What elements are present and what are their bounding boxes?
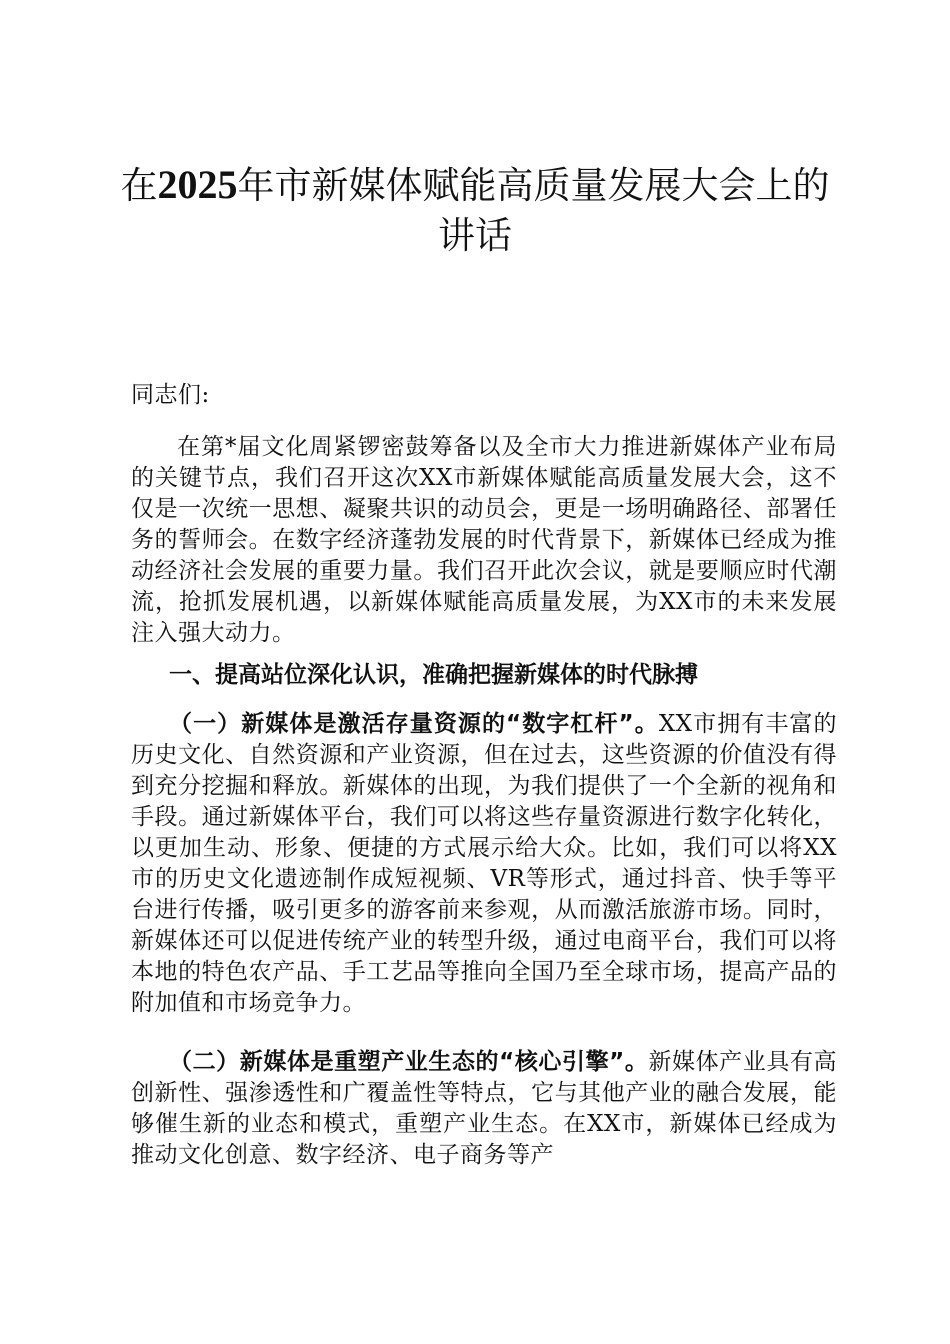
greeting: 同志们: (131, 382, 210, 408)
title-year: 2025 (157, 162, 238, 207)
subsection-heading-2: （二）新媒体是重塑产业生态的“核心引擎”。 (169, 1049, 649, 1075)
title-suffix: 年市新媒体赋能高质量发展大会上的讲话 (237, 164, 830, 257)
section-heading-1: 一、提高站位深化认识，准确把握新媒体的时代脉搏 (169, 662, 698, 688)
subsection-body-2: 新媒体产业具有高创新性、强渗透性和广覆盖性等特点，它与其他产业的融合发展，能够催生新的业态和模式，重塑产业生态。在XX市，新媒体已经成为推动文化创意、数字经济、电子商务等产 (131, 1049, 838, 1168)
title-prefix: 在 (120, 164, 158, 207)
subsection-paragraph-1 (131, 709, 837, 1019)
document-title (110, 160, 840, 261)
subsection-body-1: XX市拥有丰富的历史文化、自然资源和产业资源，但在过去，这些资源的价值没有得到充分挖掘和释放。新媒体的出现，为我们提供了一个全新的视角和手段。通过新媒体平台，我们可以将这些存量资源进行数字化转化，以更加生动、形象、便捷的方式展示给大众。比如，我们可以将XX市的历史文化遗迹制作成短视频、VR等形式，通过抖音、快手等平台进行传播，吸引更多的游客前来参观，从而激活旅游市场。同时，新媒体还可以促进传统产业的转型升级，通过电商平台，我们可以将本地的特色农产品、手工艺品等推向全国乃至全球市场，提高产品的附加值和市场竞争力。 (131, 711, 838, 1016)
intro-paragraph: 在第*届文化周紧锣密鼓筹备以及全市大力推进新媒体产业布局的关键节点，我们召开这次XX市新媒体赋能高质量发展大会，这不仅是一次统一思想、凝聚共识的动员会，更是一场明确路径、部署任务的誓师会。在数字经济蓬勃发展的时代背景下，新媒体已经成为推动经济社会发展的重要力量。我们召开此次会议，就是要顺应时代潮流，抢抓发展机遇，以新媒体赋能高质量发展，为XX市的未来发展注入强大动力。 (131, 434, 837, 646)
subsection-heading-1: （一）新媒体是激活存量资源的“数字杠杆”。 (169, 711, 659, 737)
subsection-paragraph-2 (131, 1047, 837, 1171)
